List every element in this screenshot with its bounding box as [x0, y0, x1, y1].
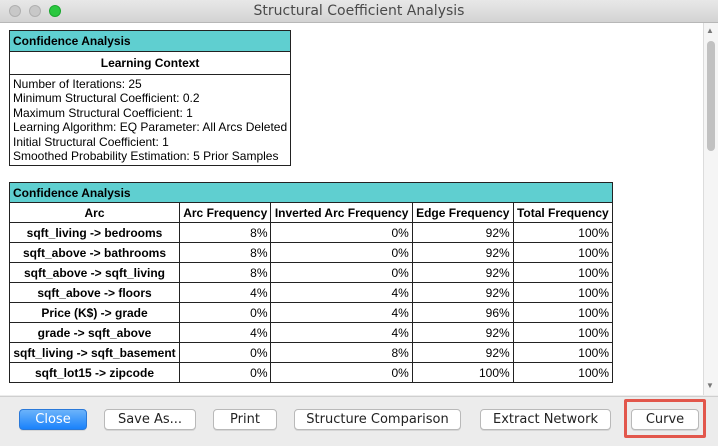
table-row — [10, 243, 613, 263]
inverted-arc-frequency-cell: 4% — [271, 283, 412, 303]
vertical-scrollbar[interactable] — [703, 23, 718, 395]
edge-frequency-cell: 92% — [412, 283, 513, 303]
arc-frequency-cell: 8% — [180, 223, 271, 243]
report-view — [0, 23, 703, 395]
button-bar — [0, 396, 718, 446]
arc-cell: grade -> sqft_above — [10, 323, 180, 343]
context-table-subheader: Learning Context — [10, 52, 291, 75]
edge-frequency-cell: 92% — [412, 223, 513, 243]
total-frequency-cell: 100% — [513, 263, 612, 283]
up-arrow-icon[interactable]: ▲ — [706, 26, 714, 35]
total-frequency-cell: 100% — [513, 223, 612, 243]
curve-button[interactable]: Curve — [631, 409, 699, 430]
column-header-arc-frequency: Arc Frequency — [180, 203, 271, 223]
total-frequency-cell: 100% — [513, 283, 612, 303]
confidence-analysis-table — [9, 182, 613, 383]
arc-cell: sqft_living -> sqft_basement — [10, 343, 180, 363]
total-frequency-cell: 100% — [513, 363, 612, 383]
scrollbar-thumb[interactable] — [707, 41, 715, 151]
title-bar — [0, 0, 718, 23]
table-row — [10, 223, 613, 243]
edge-frequency-cell: 96% — [412, 303, 513, 323]
arc-cell: sqft_living -> bedrooms — [10, 223, 180, 243]
edge-frequency-cell: 92% — [412, 263, 513, 283]
context-line: Learning Algorithm: EQ Parameter: All Arcs Deleted — [13, 120, 288, 135]
context-line: Maximum Structural Coefficient: 1 — [13, 105, 193, 120]
edge-frequency-cell: 100% — [412, 363, 513, 383]
arc-frequency-cell: 0% — [180, 363, 271, 383]
arc-frequency-cell: 0% — [180, 343, 271, 363]
arc-cell: sqft_above -> bathrooms — [10, 243, 180, 263]
extract-network-button[interactable]: Extract Network — [480, 409, 611, 430]
close-button[interactable]: Close — [19, 409, 87, 430]
arc-cell: sqft_above -> sqft_living — [10, 263, 180, 283]
inverted-arc-frequency-cell: 4% — [271, 303, 412, 323]
table-row — [10, 363, 613, 383]
structure-comparison-button[interactable]: Structure Comparison — [294, 409, 461, 430]
edge-frequency-cell: 92% — [412, 243, 513, 263]
context-line: Initial Structural Coefficient: 1 — [13, 134, 169, 149]
inverted-arc-frequency-cell: 8% — [271, 343, 412, 363]
column-header-total-frequency: Total Frequency — [513, 203, 612, 223]
total-frequency-cell: 100% — [513, 243, 612, 263]
arc-frequency-cell: 0% — [180, 303, 271, 323]
total-frequency-cell: 100% — [513, 303, 612, 323]
arc-cell: sqft_lot15 -> zipcode — [10, 363, 180, 383]
arc-frequency-cell: 8% — [180, 263, 271, 283]
table-row — [10, 263, 613, 283]
window-title: Structural Coefficient Analysis — [253, 3, 465, 19]
learning-context-table — [9, 30, 291, 166]
arc-cell: Price (K$) -> grade — [10, 303, 180, 323]
column-header-arc: Arc — [10, 203, 180, 223]
context-details — [10, 75, 291, 166]
table-row — [10, 303, 613, 323]
column-header-row — [10, 203, 613, 223]
inverted-arc-frequency-cell: 0% — [271, 223, 412, 243]
curve-button-highlight — [624, 399, 706, 438]
print-button[interactable]: Print — [213, 409, 277, 430]
total-frequency-cell: 100% — [513, 343, 612, 363]
column-header-edge-frequency: Edge Frequency — [412, 203, 513, 223]
arc-frequency-cell: 8% — [180, 243, 271, 263]
down-arrow-icon[interactable]: ▼ — [706, 381, 714, 390]
arc-cell: sqft_above -> floors — [10, 283, 180, 303]
arc-frequency-cell: 4% — [180, 323, 271, 343]
context-line: Minimum Structural Coefficient: 0.2 — [13, 91, 200, 106]
edge-frequency-cell: 92% — [412, 323, 513, 343]
inverted-arc-frequency-cell: 4% — [271, 323, 412, 343]
table-row — [10, 283, 613, 303]
context-line: Number of Iterations: 25 — [13, 77, 142, 91]
context-line: Smoothed Probability Estimation: 5 Prior Samples — [13, 149, 279, 164]
inverted-arc-frequency-cell: 0% — [271, 363, 412, 383]
context-table-header: Confidence Analysis — [10, 31, 291, 52]
table-row — [10, 343, 613, 363]
total-frequency-cell: 100% — [513, 323, 612, 343]
inverted-arc-frequency-cell: 0% — [271, 263, 412, 283]
save-as-button[interactable]: Save As... — [104, 409, 196, 430]
table-row — [10, 323, 613, 343]
column-header-inverted-arc-frequency: Inverted Arc Frequency — [271, 203, 412, 223]
arcs-table-header: Confidence Analysis — [10, 183, 613, 203]
edge-frequency-cell: 92% — [412, 343, 513, 363]
arc-frequency-cell: 4% — [180, 283, 271, 303]
inverted-arc-frequency-cell: 0% — [271, 243, 412, 263]
